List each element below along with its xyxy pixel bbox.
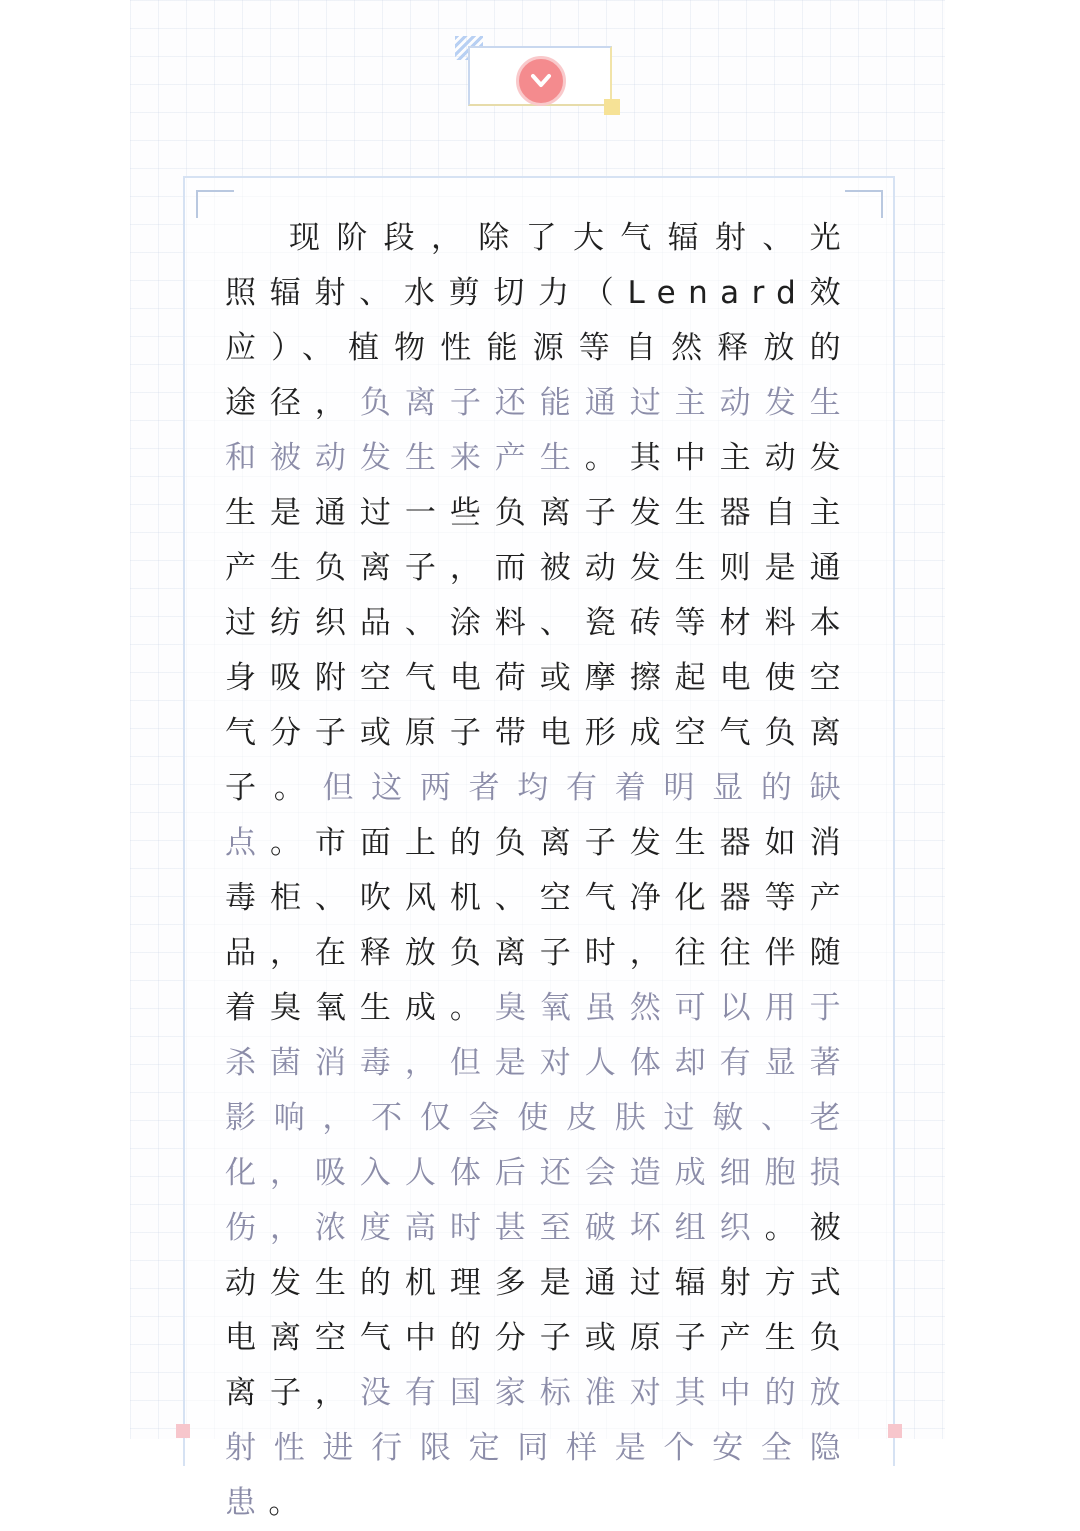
pink-corner-dot-left	[176, 1424, 190, 1438]
chevron-down-icon	[516, 56, 566, 106]
highlighted-text-segment: 没有国家标准对其中的放射性进行限定同样是个安全隐患	[225, 1375, 853, 1521]
highlighted-text-segment: 负离子还能通过主动发生和被动发生来产生	[225, 385, 853, 476]
chevron-down-glyph	[528, 68, 554, 94]
text-segment: 。被动发生的机理多是通过辐射方式电离空气中的分子或原子产生负离子，	[225, 1210, 853, 1411]
pink-corner-dot-right	[888, 1424, 902, 1438]
text-segment: 。其中主动发生是通过一些负离子发生器自主产生负离子，而被动发生则是通过纺织品、涂料、瓷砖等材料本身吸附空气电荷或摩擦起电使空气分子或原子带电形成空气负离子。	[225, 440, 853, 806]
text-segment: 。	[268, 1485, 312, 1521]
article-paragraph	[225, 211, 853, 1531]
highlighted-text-segment: 但这两者均有着明显的缺点	[225, 770, 853, 861]
highlighted-text-segment: 臭氧虽然可以用于杀菌消毒，但是对人体却有显著影响，不仅会使皮肤过敏、老化，吸入人体后还会造成细胞损伤，浓度高时甚至破坏组织	[225, 990, 853, 1246]
text-segment: 。市面上的负离子发生器如消毒柜、吹风机、空气净化器等产品，在释放负离子时，往往伴随着臭氧生成。	[225, 825, 853, 1026]
yellow-square-decoration	[604, 99, 620, 115]
text-segment: 现阶段，除了大气辐射、光照辐射、水剪切力（Lenard效应）、植物性能源等自然释放的途径，	[225, 220, 853, 421]
